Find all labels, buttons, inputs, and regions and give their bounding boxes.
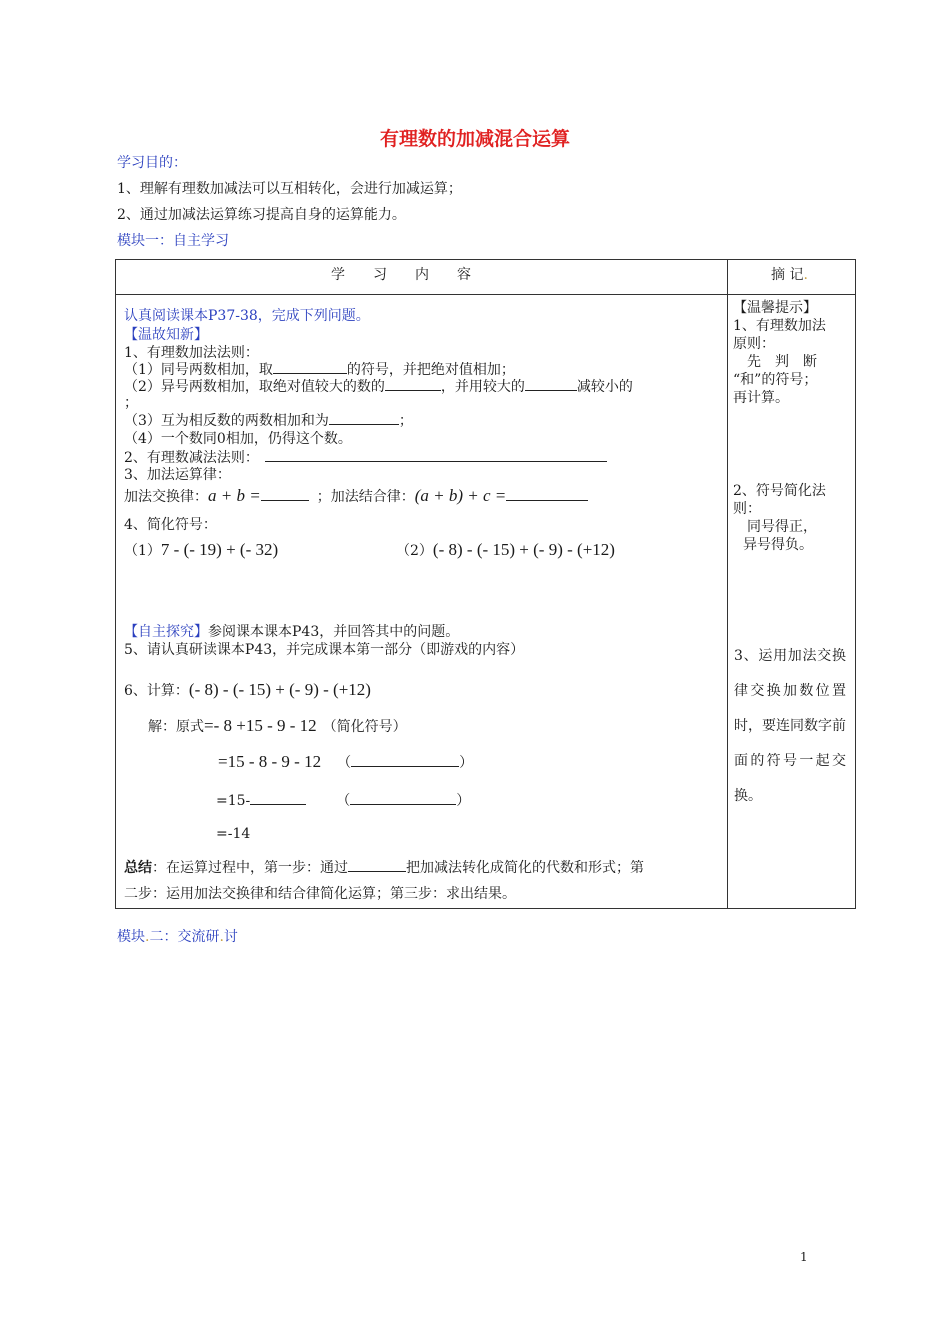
blank[interactable] [261, 486, 309, 501]
rule-add-2: （2）异号两数相加，取绝对值较大的数的 ，并用较大的 减较小的 [124, 376, 633, 396]
blank[interactable] [265, 447, 607, 462]
blank[interactable] [506, 486, 588, 501]
laws: 3、加法运算律： [124, 467, 231, 483]
blank[interactable] [273, 359, 347, 374]
rule-add-3: （3）互为相反数的两数相加和为 ； [124, 410, 413, 430]
summary-line-2: 二步：运用加法交换律和结合律简化运算；第三步：求出结果。 [124, 886, 516, 902]
blank[interactable] [351, 752, 459, 767]
page-title: 有理数的加减混合运算 [379, 128, 570, 150]
header-content: 学 习 内 容 [331, 267, 471, 283]
header-divider [116, 294, 855, 295]
module1-heading: 模块一：自主学习 [117, 233, 229, 249]
blank[interactable] [348, 857, 406, 872]
study-table [115, 259, 856, 909]
objectives-heading: 学习目的： [117, 155, 187, 171]
notes-tip: 【温馨提示】 1、有理数加法 原则： 先 判 断 “和”的符号； 再计算。 [733, 300, 826, 406]
summary-line-1: 总结：在运算过程中，第一步：通过 把加减法转化成简化的代数和形式；第 [124, 857, 644, 877]
blank[interactable] [350, 790, 456, 805]
solution-step-3: =15- （ ） [216, 790, 470, 810]
objective-item-1: 1、理解有理数加减法可以互相转化，会进行加减运算； [117, 181, 462, 197]
blank[interactable] [250, 790, 306, 805]
solution-step-4: =-14 [216, 826, 251, 842]
explore-line: 【自主探究】参阅课本课本P43，并回答其中的问题。 [124, 624, 460, 640]
blank[interactable] [329, 410, 399, 425]
module2-heading: 模块.二：交流研.讨 [117, 929, 238, 945]
blank[interactable] [525, 376, 577, 391]
example-1: （1）7 - (- 19) + (- 32) [124, 540, 279, 559]
column-divider [727, 260, 728, 908]
rule-add-4: （4）一个数同0相加，仍得这个数。 [124, 431, 352, 447]
semicolon: ； [124, 395, 138, 411]
rule-add: 1、有理数加法法则： [124, 345, 259, 361]
solution-step-2: =15 - 8 - 9 - 12 （ ） [218, 752, 474, 771]
notes-rule-3: 3、运用加法交换律交换加数位置时，要连同数字前面的符号一起交换。 [734, 648, 846, 804]
item-5: 5、请认真研读课本P43，并完成课本第一部分（即游戏的内容） [124, 642, 525, 658]
blank[interactable] [385, 376, 441, 391]
rule-sub: 2、有理数减法法则： [124, 447, 607, 467]
page-number: 1 [800, 1250, 808, 1264]
laws-line: 加法交换律：a + b = ；加法结合律：(a + b) + c = [124, 486, 588, 506]
notes-rule-2: 2、符号简化法 则： 同号得正， 异号得负。 [733, 483, 826, 553]
item-6: 6、计算：(- 8) - (- 15) + (- 9) - (+12) [124, 680, 371, 699]
simplify: 4、简化符号： [124, 517, 217, 533]
header-notes: 摘 记. [771, 267, 808, 283]
solution-step-1: 解：原式=- 8 +15 - 9 - 12 （简化符号） [148, 716, 407, 735]
review-tag: 【温故知新】 [124, 327, 208, 343]
objective-item-2: 2、通过加减法运算练习提高自身的运算能力。 [117, 207, 406, 223]
example-2: （2）(- 8) - (- 15) + (- 9) - (+12) [396, 540, 615, 559]
intro-text: 认真阅读课本P37-38，完成下列问题。 [124, 308, 370, 324]
rule-add-1: （1）同号两数相加，取 的符号，并把绝对值相加； [124, 359, 515, 379]
